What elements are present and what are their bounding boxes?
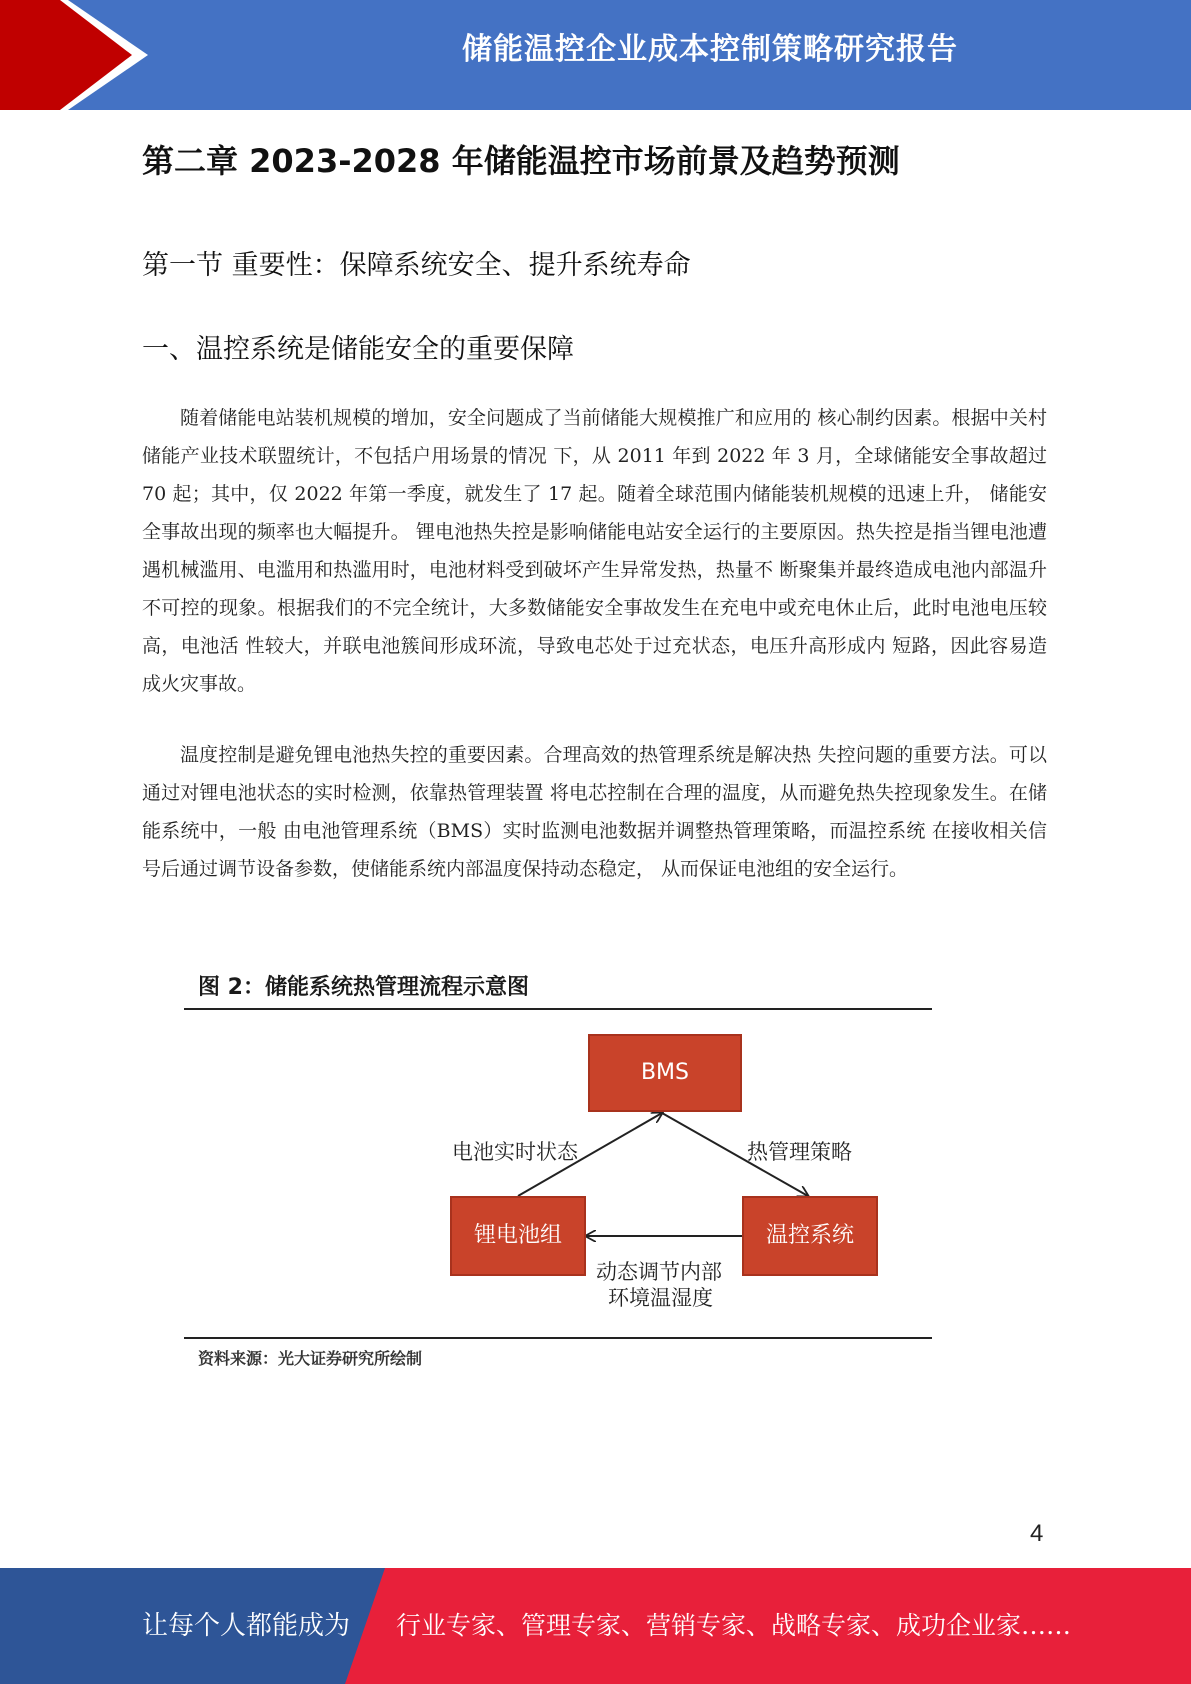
figure-source: 资料来源：光大证券研究所绘制: [198, 1349, 423, 1368]
flow-arrows: [184, 970, 932, 1370]
section-title: 第一节 重要性：保障系统安全、提升系统寿命: [142, 250, 691, 281]
chapter-title: 第二章 2023-2028 年储能温控市场前景及趋势预测: [142, 142, 900, 180]
body-paragraph: 随着储能电站装机规模的增加，安全问题成了当前储能大规模推广和应用的 核心制约因素。根据中关村储能产业技术联盟统计，不包括户用场景的情况 下，从 2011 年到 2022 年 3 月，全球储能安全事故超过 70 起；其中，仅 2022 年第一季度，就发生了 17 起。随着全球范围内储能装机规模的迅速上升， 储能安全事故出现的频率也大幅提升。 锂电池热失控是影响储能电站安全运行的主要原因。热失控是指当锂电池遭 遇机械滥用、电滥用和热滥用时，电池材料受到破坏产生异常发热，热量不 断聚集并最终造成电池内部温升不可控的现象。根据我们的不完全统计，大多数储能安全事故发生在充电中或充电休止后，此时电池电压较高，电池活 性较大，并联电池簇间形成环流，导致电芯处于过充状态，电压升高形成内 短路，因此容易造成火灾事故。: [142, 407, 1047, 695]
label-battery-status: 电池实时状态: [452, 1140, 578, 1164]
subsection-title: 一、温控系统是储能安全的重要保障: [142, 334, 574, 365]
figure-caption: 图 2：储能系统热管理流程示意图: [198, 975, 529, 1000]
footer-slogan: 让每个人都能成为: [142, 1611, 351, 1641]
label-adjust-environment-2: 环境温湿度: [608, 1286, 713, 1310]
bms-node: BMS: [588, 1034, 742, 1112]
body-paragraph: 温度控制是避免锂电池热失控的重要因素。合理高效的热管理系统是解决热 失控问题的重要方法。可以通过对锂电池状态的实时检测，依靠热管理装置 将电芯控制在合理的温度，从而避免热失控现象发生。在储能系统中，一般 由电池管理系统（BMS）实时监测电池数据并调整热管理策略，而温控系统 在接收相关信号后通过调节设备参数，使储能系统内部温度保持动态稳定， 从而保证电池组的安全运行。: [142, 744, 1047, 880]
report-header: [0, 0, 1191, 110]
thermal-control-node: 温控系统: [742, 1196, 878, 1276]
page-number: 4: [1030, 1520, 1044, 1547]
footer-expert-list: 行业专家、管理专家、营销专家、战略专家、成功企业家……: [396, 1611, 1072, 1640]
thermal-management-figure: [184, 970, 932, 1370]
figure-bottom-rule: [184, 1337, 932, 1339]
label-adjust-environment-1: 动态调节内部: [596, 1260, 722, 1284]
report-title: 储能温控企业成本控制策略研究报告: [462, 32, 958, 67]
battery-pack-node: 锂电池组: [450, 1196, 586, 1276]
label-thermal-strategy: 热管理策略: [747, 1140, 852, 1164]
report-footer: [0, 1568, 1191, 1684]
